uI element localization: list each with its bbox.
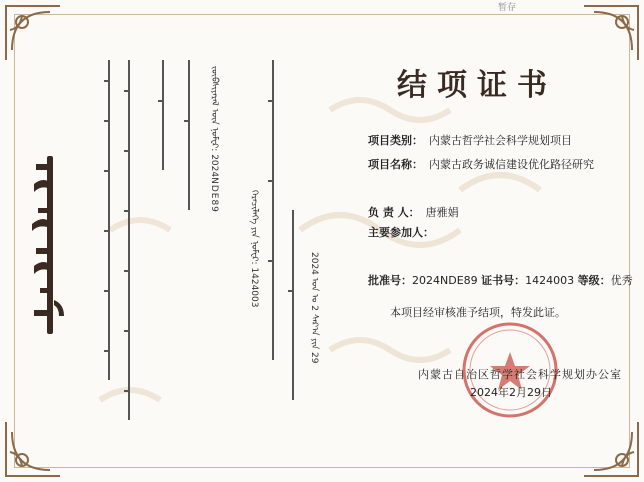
corner-ornament-top-right: [574, 0, 644, 70]
project-category-value: 内蒙古哲学社会科学规划项目: [429, 134, 572, 147]
participants-row: [368, 224, 434, 240]
leader-label: 负 责 人：: [368, 206, 420, 219]
corner-ornament-bottom-right: [574, 412, 644, 482]
project-name-row: [368, 156, 594, 172]
mongolian-text-col-3: [158, 60, 168, 170]
mongolian-text-col-5: [268, 60, 278, 360]
certification-statement: 本项目经审核准予结项，特发此证。: [390, 306, 566, 319]
leader-row: [368, 204, 459, 220]
mongolian-title-script: [28, 150, 72, 340]
mongolian-text-col-1: [104, 60, 114, 380]
corner-ornament-bottom-left: [0, 412, 70, 482]
approval-number: 2024NDE89: [412, 274, 478, 287]
project-category-label: 项目类别：: [368, 134, 423, 147]
mongolian-approval-line: ᠵᠥᠪᠰᠢᠶᠡᠷᠡᠯ ᠦᠨ ᠨᠣᠮᠧᠷ: 2024NDE89: [209, 66, 219, 213]
issue-date: 2024年2月29日: [470, 386, 552, 399]
mongolian-text-col-6: [288, 210, 298, 400]
mongolian-date-line: 2024 ᠣᠨ ᠤ 2 ᠰᠠᠷ᠎ᠠ ᠶᠢᠨ 29: [309, 252, 319, 364]
cert-number: 1424003: [525, 274, 575, 287]
grade-label: 等级：: [577, 274, 611, 287]
grade-value: 优秀: [610, 274, 633, 287]
issuer-name: 内蒙古自治区哲学社会科学规划办公室: [418, 368, 622, 381]
mongolian-text-col-4: [184, 60, 194, 210]
mongolian-text-col-2: [124, 60, 134, 420]
project-category-row: [368, 132, 572, 148]
mongolian-cert-line: ᠭᠡᠷᠡᠴᠢᠯᠡᠭᠡ ᠶᠢᠨ ᠨᠣᠮᠧᠷ: 1424003: [249, 190, 259, 308]
participants-label: 主要参加人：: [368, 226, 434, 239]
handwritten-mark: 暂存: [498, 3, 517, 13]
certificate-title: 结项证书: [397, 68, 557, 103]
approval-label: 批准号：: [368, 274, 412, 287]
approval-row: [368, 272, 633, 288]
leader-value: 唐雅娟: [425, 206, 459, 219]
project-name-value: 内蒙古政务诚信建设优化路径研究: [429, 158, 594, 171]
project-name-label: 项目名称：: [368, 158, 423, 171]
corner-ornament-top-left: [0, 0, 70, 70]
cert-label: 证书号：: [481, 274, 526, 287]
